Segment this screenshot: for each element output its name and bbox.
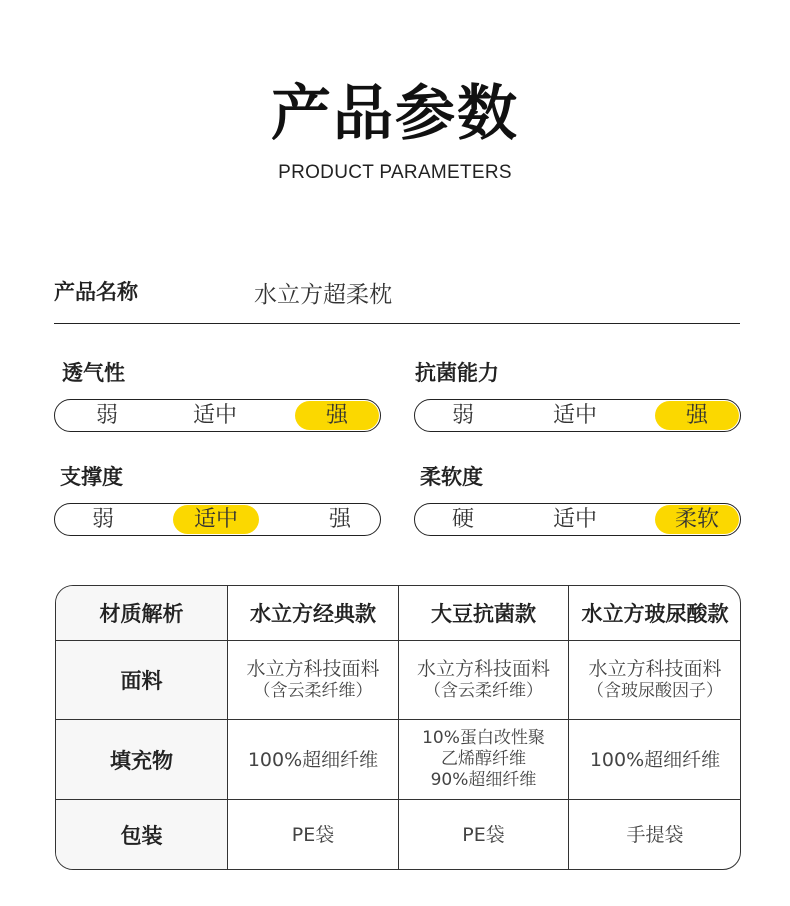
page-title: 产品参数 <box>271 79 519 149</box>
rating-option: 适中 <box>552 507 597 532</box>
cell-line: 乙烯醇纤维 <box>440 749 526 769</box>
table-cell: 100%超细纤维 <box>228 720 399 800</box>
product-name-label: 产品名称 <box>54 280 138 304</box>
cell-line: 10%蛋白改性聚 <box>422 728 545 748</box>
cell-line: 水立方科技面料 <box>416 658 550 680</box>
rating-option: 强 <box>328 507 351 532</box>
table-cell <box>228 641 399 720</box>
product-name-value: 水立方超柔枕 <box>254 282 392 308</box>
table-header-cell: 水立方经典款 <box>228 586 399 641</box>
table-cell: 手提袋 <box>626 824 684 846</box>
cell-line: 水立方科技面料 <box>246 658 380 680</box>
table-cell: 100%超细纤维 <box>569 720 741 800</box>
table-header-cell: 水立方玻尿酸款 <box>569 586 741 641</box>
cell-line: 水立方科技面料 <box>588 658 722 680</box>
table-cell <box>569 641 741 720</box>
rating-scale-antibacterial <box>414 399 741 432</box>
rating-option-selected: 强 <box>655 401 739 430</box>
rating-option-selected: 柔软 <box>655 505 739 534</box>
rating-title-antibacterial: 抗菌能力 <box>415 361 499 385</box>
rating-scale-support <box>54 503 381 536</box>
table-cell <box>399 641 569 720</box>
rating-option: 弱 <box>91 507 114 532</box>
cell-line: 90%超细纤维 <box>430 770 537 790</box>
table-header-cell: 材质解析 <box>56 586 228 641</box>
rating-option: 适中 <box>192 403 237 428</box>
table-cell: PE袋 <box>228 800 399 870</box>
divider <box>54 323 740 324</box>
rating-title-softness: 柔软度 <box>420 465 483 489</box>
table-cell: PE袋 <box>399 800 569 870</box>
table-row-header: 填充物 <box>56 720 228 800</box>
rating-scale-breathability <box>54 399 381 432</box>
table-header-cell: 大豆抗菌款 <box>399 586 569 641</box>
rating-option: 适中 <box>552 403 597 428</box>
table-cell <box>399 720 569 800</box>
page-subtitle: PRODUCT PARAMETERS <box>278 162 512 183</box>
rating-option-selected: 强 <box>295 401 379 430</box>
rating-title-support: 支撑度 <box>60 465 123 489</box>
rating-option: 弱 <box>451 403 474 428</box>
rating-scale-softness <box>414 503 741 536</box>
table-row-header: 包装 <box>56 800 228 870</box>
rating-option: 硬 <box>451 507 474 532</box>
spec-table <box>55 585 741 870</box>
rating-title-breathability: 透气性 <box>62 361 125 385</box>
rating-option: 弱 <box>95 403 118 428</box>
cell-line: （含云柔纤维） <box>253 681 373 701</box>
cell-line: （含云柔纤维） <box>423 681 543 701</box>
table-row-header: 面料 <box>56 641 228 720</box>
cell-line: （含玻尿酸因子） <box>587 681 723 701</box>
rating-option-selected: 适中 <box>173 505 259 534</box>
